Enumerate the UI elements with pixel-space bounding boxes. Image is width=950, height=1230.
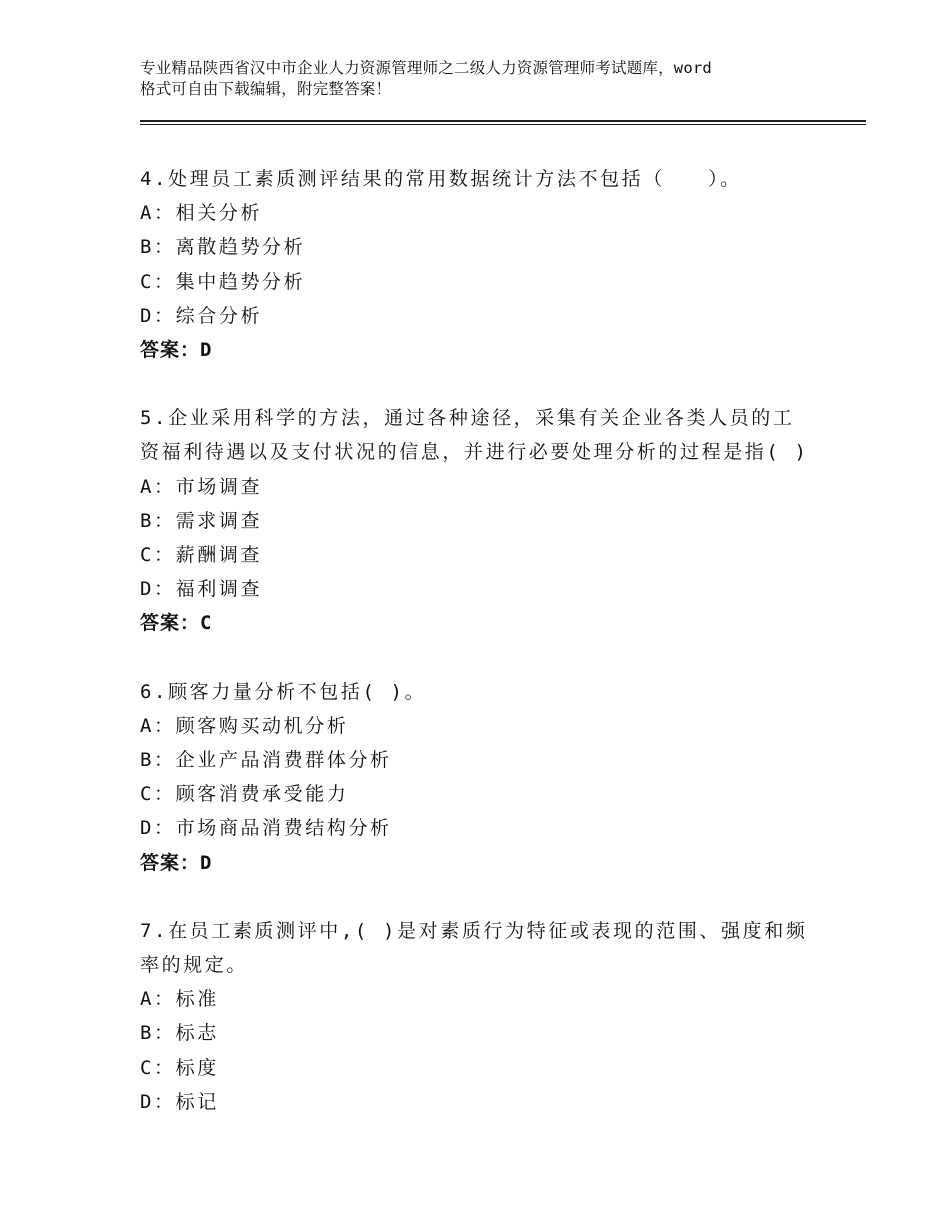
option-c: C：顾客消费承受能力 xyxy=(140,783,349,806)
question-stem: 5.企业采用科学的方法，通过各种途径，采集有关企业各类人员的工 xyxy=(140,407,795,430)
header-divider-thin xyxy=(140,124,866,125)
option-c: C：集中趋势分析 xyxy=(140,270,306,293)
option-a: A：顾客购买动机分析 xyxy=(140,714,349,737)
answer-label: 答案：D xyxy=(140,339,213,362)
header-line-1: 专业精品陕西省汉中市企业人力资源管理师之二级人力资源管理师考试题库，word xyxy=(140,59,712,77)
header-line-2: 格式可自由下载编辑，附完整答案！ xyxy=(140,80,392,98)
question-7 xyxy=(140,914,820,1119)
answer-label: 答案：D xyxy=(140,851,213,874)
document-header xyxy=(140,58,840,100)
option-b: B：企业产品消费群体分析 xyxy=(140,749,392,772)
option-d: D：市场商品消费结构分析 xyxy=(140,817,392,840)
option-a: A：标准 xyxy=(140,988,219,1011)
question-stem: 7.在员工素质测评中,( )是对素质行为特征或表现的范围、强度和频 xyxy=(140,919,808,942)
option-c: C：薪酬调查 xyxy=(140,544,263,567)
option-a: A：相关分析 xyxy=(140,202,263,225)
option-b: B：标志 xyxy=(140,1022,219,1045)
question-stem: 4.处理员工素质测评结果的常用数据统计方法不包括（ ）。 xyxy=(140,168,742,190)
option-d: D：标记 xyxy=(140,1090,219,1113)
question-stem: 6.顾客力量分析不包括( )。 xyxy=(140,680,427,703)
question-list xyxy=(140,162,820,1153)
question-stem-continued: 资福利待遇以及支付状况的信息，并进行必要处理分析的过程是指( ) xyxy=(140,441,809,464)
question-6 xyxy=(140,675,820,880)
question-5 xyxy=(140,401,820,640)
option-d: D：综合分析 xyxy=(140,304,263,327)
option-d: D：福利调查 xyxy=(140,578,263,601)
question-stem-continued: 率的规定。 xyxy=(140,954,249,977)
option-a: A：市场调查 xyxy=(140,475,263,498)
header-divider-thick xyxy=(140,120,866,122)
answer-label: 答案：C xyxy=(140,612,213,635)
option-b: B：离散趋势分析 xyxy=(140,236,306,259)
option-c: C：标度 xyxy=(140,1056,219,1079)
question-4 xyxy=(140,162,820,367)
option-b: B：需求调查 xyxy=(140,509,263,532)
